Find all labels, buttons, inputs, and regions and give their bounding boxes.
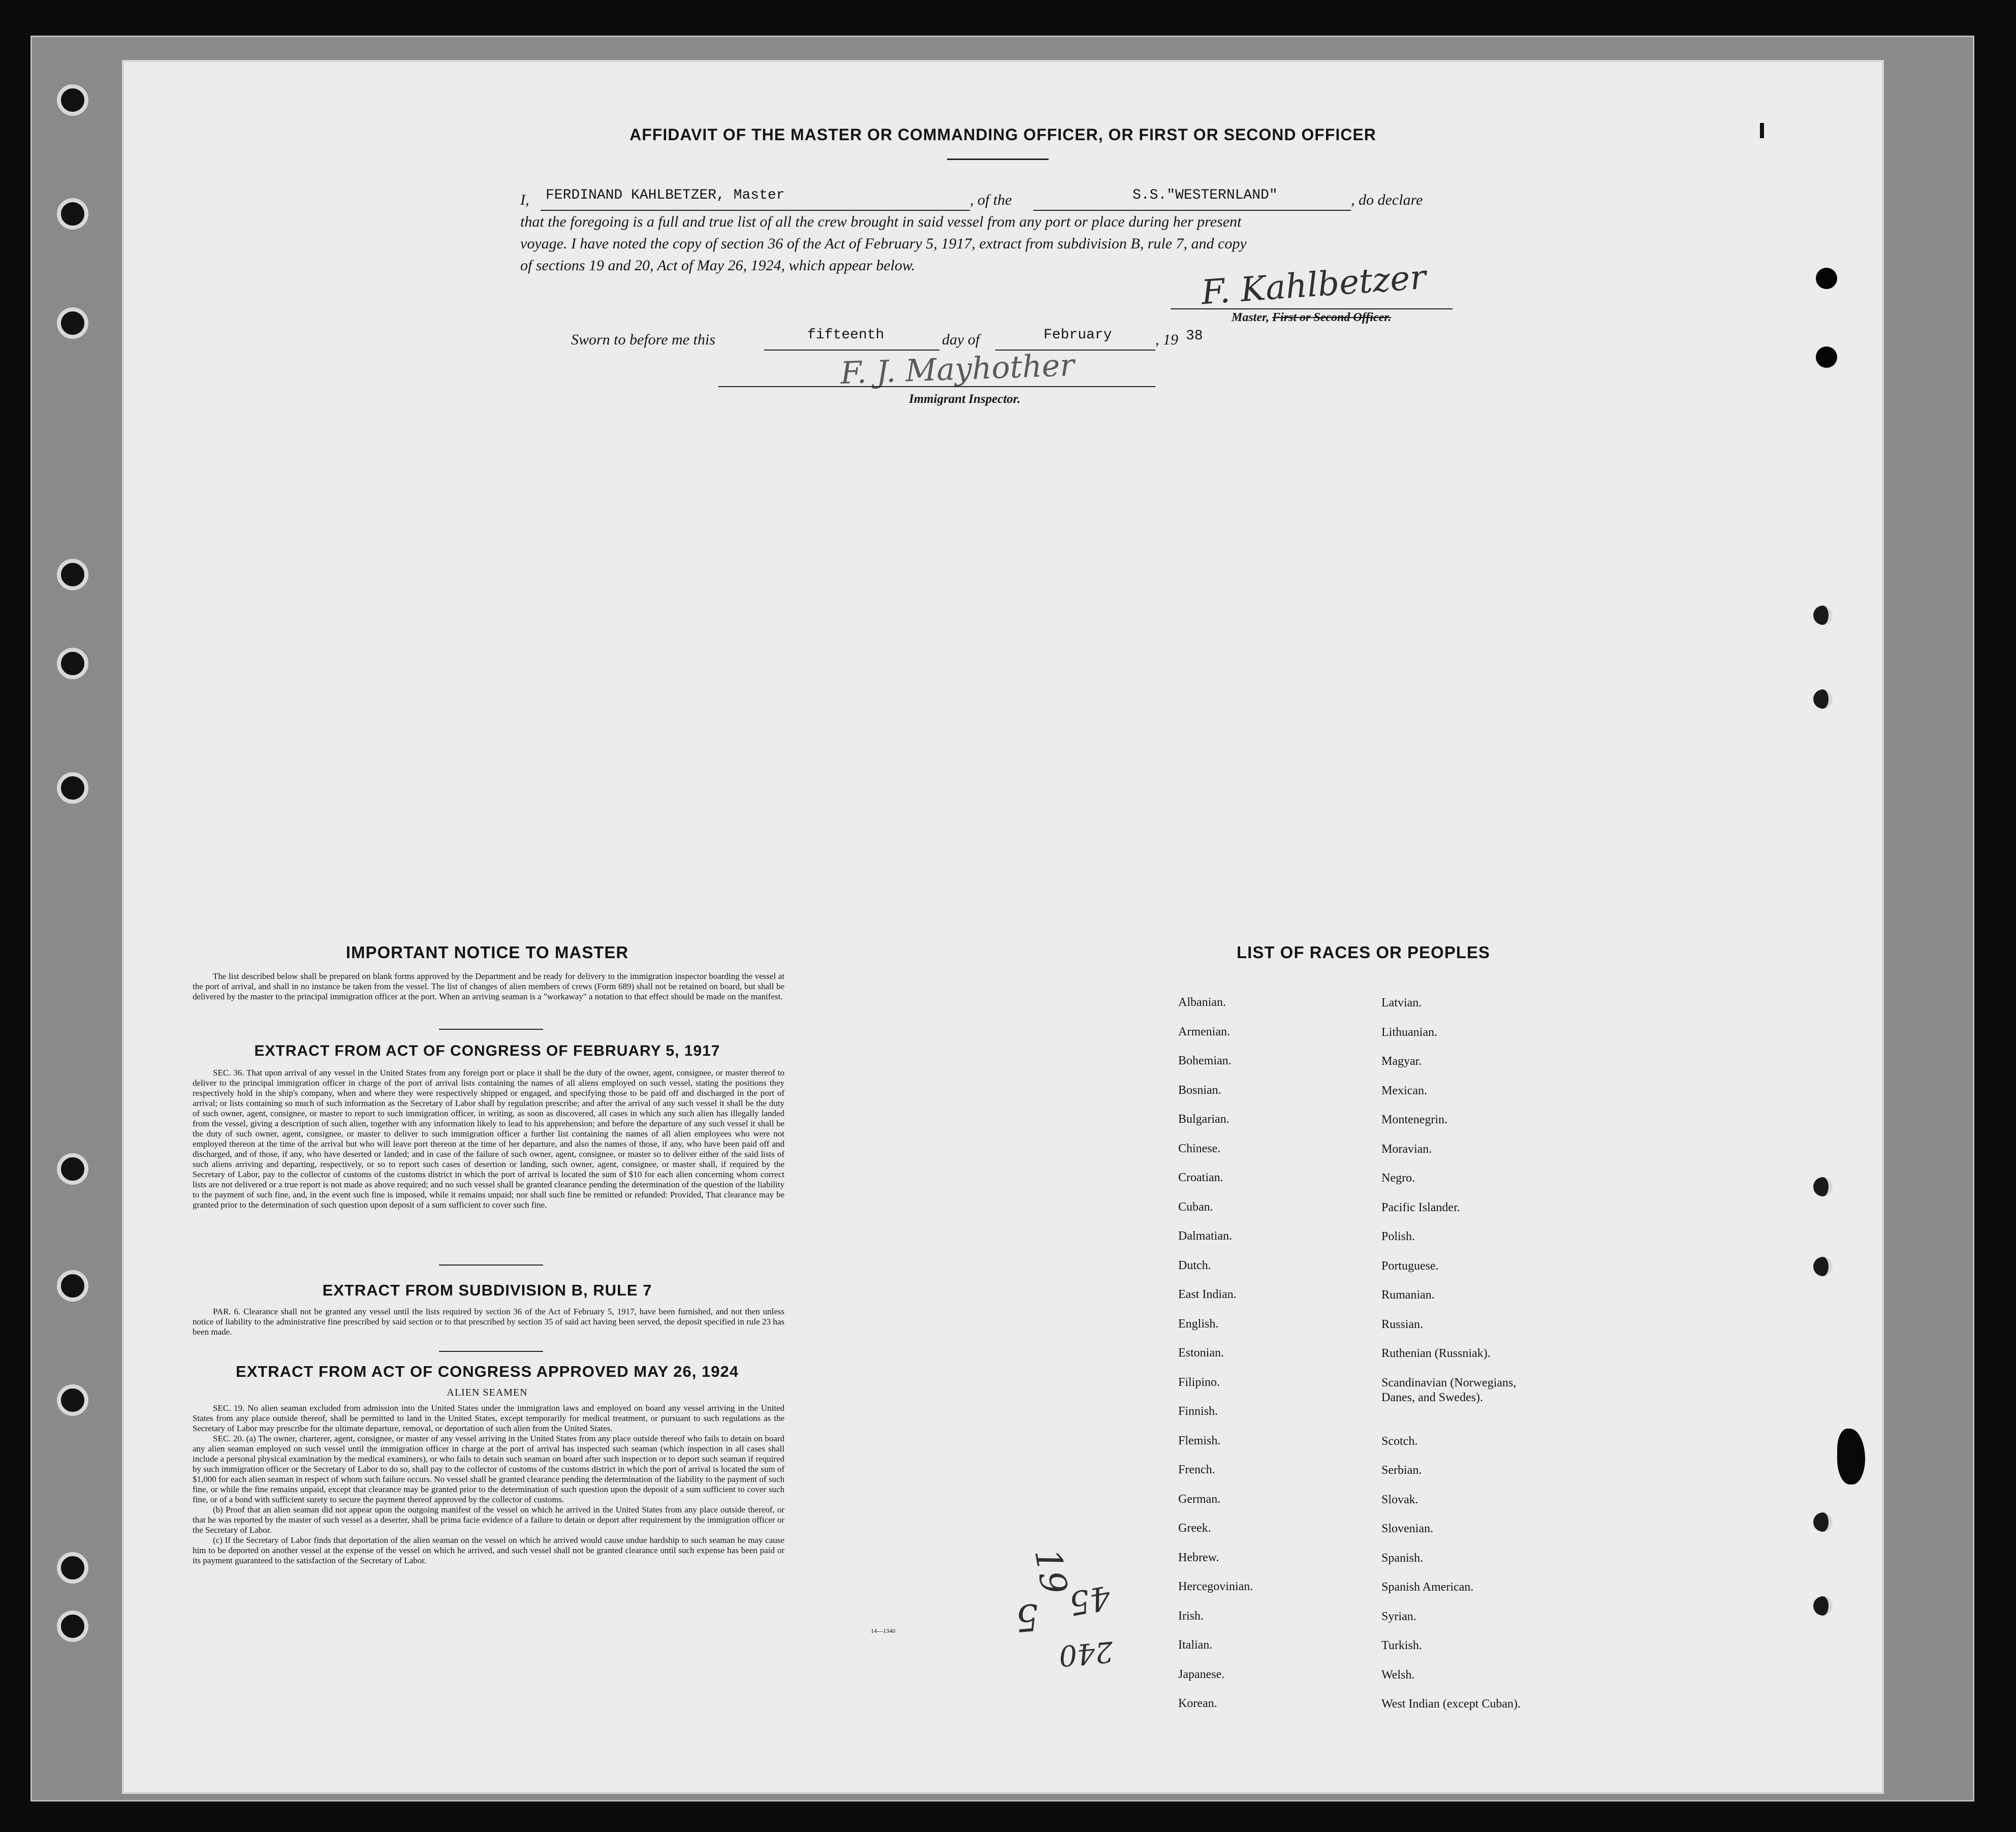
race-item: Lithuanian. <box>1381 1025 1437 1039</box>
race-item: Korean. <box>1178 1697 1217 1710</box>
race-item: Flemish. <box>1178 1434 1221 1447</box>
affidavit-i: I, <box>520 192 529 208</box>
handwritten-number: 5 <box>1014 1595 1041 1640</box>
punch-hole <box>1813 1596 1833 1616</box>
race-item: Hercegovinian. <box>1178 1580 1253 1593</box>
punch-hole <box>1813 1512 1833 1532</box>
vessel-name-line <box>1033 210 1351 211</box>
race-item: Latvian. <box>1381 996 1422 1009</box>
race-item: Montenegrin. <box>1381 1113 1447 1126</box>
race-item: English. <box>1178 1317 1219 1331</box>
sworn-day: fifteenth <box>807 327 885 343</box>
do-declare-label: , do declare <box>1351 192 1423 208</box>
day-of-label: day of <box>942 331 980 348</box>
punch-hole <box>57 1270 88 1302</box>
race-item: Armenian. <box>1178 1025 1230 1038</box>
race-item: Scandinavian (Norwegians, Danes, and Swedes). <box>1381 1376 1517 1404</box>
signer-title <box>1232 311 1391 325</box>
sworn-line <box>571 327 1282 354</box>
handwritten-number: 19 <box>1026 1545 1076 1597</box>
race-item: Finnish. <box>1178 1405 1218 1418</box>
race-item: Scotch. <box>1381 1434 1418 1448</box>
race-item: Croatian. <box>1178 1171 1223 1184</box>
punch-hole <box>57 648 88 679</box>
extract-1917-title: EXTRACT FROM ACT OF CONGRESS OF FEBRUARY 5, 1917 <box>254 1043 720 1059</box>
punch-hole <box>1813 606 1833 625</box>
ink-blot <box>1837 1429 1865 1484</box>
race-item: Bosnian. <box>1178 1083 1221 1097</box>
race-item: Bohemian. <box>1178 1054 1232 1067</box>
race-item: Mexican. <box>1381 1084 1427 1097</box>
race-item: East Indian. <box>1178 1288 1237 1301</box>
notice-title: IMPORTANT NOTICE TO MASTER <box>345 943 629 962</box>
punch-hole <box>57 559 88 590</box>
of-the-label: , of the <box>970 192 1012 208</box>
races-title: LIST OF RACES OR PEOPLES <box>1237 943 1490 962</box>
affidavit-line2: that the foregoing is a full and true list of all the crew brought in said vessel from any port or place during her present <box>520 213 1242 230</box>
punch-hole <box>1813 689 1833 709</box>
race-item: Dutch. <box>1178 1258 1211 1272</box>
race-item: Irish. <box>1178 1609 1204 1623</box>
race-item: German. <box>1178 1492 1221 1506</box>
punch-hole <box>1813 1177 1833 1196</box>
extract-rule7-body: PAR. 6. Clearance shall not be granted any vessel until the lists required by section 36 of the Act of February 5, 1917, have been furnished, and not then unless notice of liability to the administrative fine prescribed by said section or to that prescribed by section 35 of said act having been served, the deposit specified in rule 23 has been made. <box>193 1307 784 1337</box>
affidavit-title: AFFIDAVIT OF THE MASTER OR COMMANDING OFFICER, OR FIRST OR SECOND OFFICER <box>629 125 1376 144</box>
race-item: Slovak. <box>1381 1493 1419 1506</box>
race-item: Cuban. <box>1178 1200 1213 1214</box>
section-19: SEC. 19. No alien seaman excluded from admission into the United States under the immigration laws and employed on board any vessel arriving in the United States from any place outside thereof, shall be permitted to land in the United States, except temporarily for medical treatment, or pursuant to such regulations as the Secretary of Labor may prescribe for the ultimate departure, removal, or deportation of such alien from the United States. <box>193 1403 784 1433</box>
vessel-name: S.S."WESTERNLAND" <box>1132 187 1278 203</box>
race-item: Spanish. <box>1381 1551 1424 1565</box>
signer-master-label: Master, <box>1232 311 1270 324</box>
form-number: 14—1340 <box>871 1627 895 1634</box>
punch-hole <box>57 1610 88 1642</box>
extract-rule7-title: EXTRACT FROM SUBDIVISION B, RULE 7 <box>322 1281 652 1299</box>
race-item: Hebrew. <box>1178 1551 1219 1564</box>
race-item: Turkish. <box>1381 1639 1422 1652</box>
punch-hole <box>1816 268 1837 289</box>
race-item: Albanian. <box>1178 996 1226 1009</box>
race-item: Dalmatian. <box>1178 1229 1232 1243</box>
section-20c: (c) If the Secretary of Labor finds that deportation of the alien seaman on the vessel on which he arrived would cause undue hardship to such seaman he may cause him to be deported on another vessel at the expense of the vessel on which he arrived, and such vessel shall not be granted clearance until such expense has been paid or its payment guaranteed to the satisfaction of the Secretary of Labor. <box>193 1535 784 1565</box>
sworn-label: Sworn to before me this <box>571 331 715 348</box>
race-item: Estonian. <box>1178 1346 1224 1360</box>
extract-rule7-rule <box>439 1351 543 1352</box>
race-item: Spanish American. <box>1381 1581 1474 1594</box>
race-item: French. <box>1178 1463 1215 1476</box>
race-item: West Indian (except Cuban). <box>1381 1697 1521 1711</box>
punch-hole <box>57 307 88 339</box>
handwritten-number: 240 <box>1057 1634 1115 1672</box>
affidavit-line3: voyage. I have noted the copy of section 36 of the Act of February 5, 1917, extract from subdivision B, rule 7, and copy <box>520 235 1247 252</box>
race-item: Magyar. <box>1381 1055 1422 1068</box>
affidavit-line1 <box>520 187 1714 214</box>
section-20b: (b) Proof that an alien seaman did not appear upon the outgoing manifest of the vessel on which he arrived in the United States from any place outside thereof, or that he was reported by the master of such vessel as a deserter, shall be prima facie evidence of a failure to detain or deport after requirement by the immigration officer or the Secretary of Labor. <box>193 1505 784 1535</box>
signer-struck-label: First or Second Officer. <box>1272 311 1392 324</box>
year-prefix: , 19 <box>1155 331 1178 348</box>
master-signature: F. Kahlbetzer <box>1200 257 1428 312</box>
race-item: Japanese. <box>1178 1667 1225 1681</box>
punch-hole <box>57 1153 88 1185</box>
punch-hole <box>57 198 88 230</box>
document-page <box>122 60 1884 1794</box>
race-item: Italian. <box>1178 1638 1213 1652</box>
inspector-label: Immigrant Inspector. <box>909 392 1021 406</box>
extract-1924-title: EXTRACT FROM ACT OF CONGRESS APPROVED MAY 26, 1924 <box>236 1363 739 1380</box>
punch-hole <box>57 84 88 116</box>
extract-1924-subtitle: ALIEN SEAMEN <box>447 1387 528 1398</box>
notice-body: The list described below shall be prepared on blank forms approved by the Department and be ready for delivery to the immigration inspector boarding the vessel at the port of arrival, and shall in no instance be taken from the vessel. The list of changes of alien members of crews (Form 689) shall not be retained on board, but shall be delivered by the master to the principal immigration officer at the port. When an arriving seaman is a "workaway" a notation to that effect should be made on the manifest. <box>193 971 784 1001</box>
race-item: Syrian. <box>1381 1609 1416 1623</box>
notice-rule <box>439 1029 543 1030</box>
officer-name: FERDINAND KAHLBETZER, Master <box>546 187 785 203</box>
punch-hole <box>1813 1257 1833 1276</box>
race-item: Welsh. <box>1381 1668 1415 1682</box>
race-item: Filipino. <box>1178 1375 1220 1389</box>
race-item: Russian. <box>1381 1317 1424 1331</box>
affidavit-line4: of sections 19 and 20, Act of May 26, 1924, which appear below. <box>520 257 916 274</box>
race-item: Serbian. <box>1381 1464 1422 1477</box>
race-item: Ruthenian (Russniak). <box>1381 1347 1491 1360</box>
race-item: Polish. <box>1381 1230 1415 1243</box>
sworn-year: 38 <box>1186 328 1203 344</box>
extract-1917-rule <box>439 1265 543 1266</box>
handwritten-number: 45 <box>1066 1577 1114 1622</box>
race-item: Greek. <box>1178 1522 1211 1535</box>
punch-hole <box>57 1384 88 1416</box>
master-signature-line <box>1171 308 1453 309</box>
inspector-signature: F. J. Mayhother <box>839 347 1075 392</box>
sworn-day-line <box>764 350 939 351</box>
officer-name-line <box>541 210 970 211</box>
race-item: Chinese. <box>1178 1142 1221 1155</box>
race-item: Rumanian. <box>1381 1288 1435 1302</box>
race-item: Pacific Islander. <box>1381 1201 1460 1214</box>
race-item: Portuguese. <box>1381 1259 1439 1273</box>
extract-1924-body <box>193 1403 784 1566</box>
punch-hole <box>57 772 88 804</box>
extract-1917-body: SEC. 36. That upon arrival of any vessel in the United States from any foreign port or place it shall be the duty of the owner, agent, consignee, or master thereof to deliver to the principal immigration officer in charge of the port of arrival lists containing the names of all aliens employed on such vessel, stating the positions they respectively hold in the ship's company, when and where they were respectively shipped or engaged, and specifying those to be paid off and discharged in the port of arrival; or lists containing so much of such information as the Secretary of Labor shall by regulation prescribe; and after the arrival of any such vessel it shall be the duty of such owner, agent, consignee, or master to report to such immigration officer, in writing, as soon as discovered, all cases in which any such alien has illegally landed from the vessel, giving a description of such alien, together with any information likely to lead to his apprehension; and before the departure of any such vessel it shall be the duty of such owner, agent, consignee, or master to deliver to such immigration officer a further list containing the names of all alien employees who were not employed thereon at the time of the arrival but who will leave port thereon at the time of her departure, and also the names of those, if any, who have been paid off and discharged, and of those, if any, who have deserted or landed; and in case of the failure of such owner, agent, consignee, or master so to deliver either of the said lists of such aliens arriving and departing, respectively, or so to report such cases of desertion or landing, such owner, agent, consignee, or master shall, if required by the Secretary of Labor, pay to the collector of customs of the customs district in which the port of arrival is located the sum of $10 for each alien concerning whom correct lists are not delivered or a true report is not made as above required; and no such vessel shall be granted clearance pending the determination of the question of the liability to the payment of such fine, and, in the event such fine is imposed, while it remains unpaid; nor shall such fine be remitted or refunded: Provided, That clearance may be granted prior to the determination of such question upon deposit of a sum sufficient to cover such fine. <box>193 1068 784 1210</box>
race-item: Bulgarian. <box>1178 1113 1230 1126</box>
race-item: Moravian. <box>1381 1142 1432 1156</box>
race-item: Negro. <box>1381 1172 1415 1185</box>
sworn-month: February <box>1044 327 1112 343</box>
punch-hole <box>57 1552 88 1584</box>
title-underline <box>947 159 1049 160</box>
race-item: Slovenian. <box>1381 1522 1433 1535</box>
section-20a: SEC. 20. (a) The owner, charterer, agent, consignee, or master of any vessel arriving in the United States from any place outside thereof who fails to detain on board any alien seaman employed on such vessel until the immigration officer in charge at the port of arrival has inspected such seaman (which inspection in all cases shall include a personal physical examination by the medical examiners), or who fails to detain such seaman on board after such inspection or to deport such seaman if required by such immigration officer or the Secretary of Labor to do so, shall pay to the collector of customs of the customs district in which the port of arrival is located the sum of $1,000 for each alien seaman in respect of whom such failure occurs. No vessel shall be granted clearance pending the determination of the liability to the payment of such fine, or while the fine remains unpaid, except that clearance may be granted prior to the determination of such question upon the deposit of a sum sufficient to cover such fine, or of a bond with sufficient surety to secure the payment thereof approved by the collector of customs. <box>193 1434 784 1504</box>
inspector-signature-line <box>718 386 1155 387</box>
punch-hole <box>1816 346 1837 368</box>
